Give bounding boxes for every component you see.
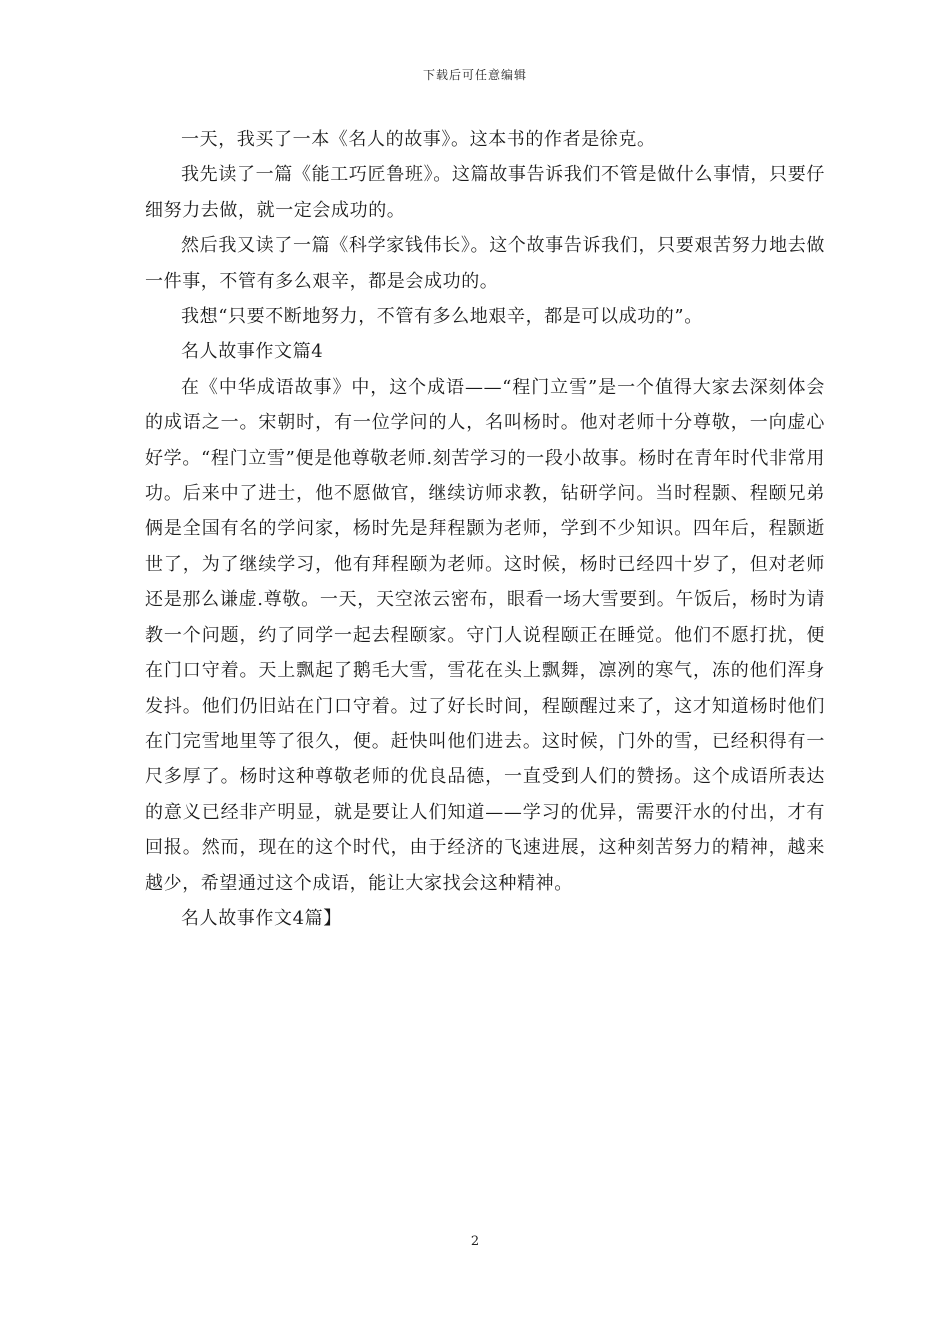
paragraph-2: 我先读了一篇《能工巧匠鲁班》。这篇故事告诉我们不管是做什么事情，只要仔细努力去做，就一定会成功的。	[145, 164, 825, 221]
paragraph-3: 然后我又读了一篇《科学家钱伟长》。这个故事告诉我们，只要艰苦努力地去做一件事，不管有多么艰辛，都是会成功的。	[145, 235, 825, 292]
paragraph-4: 我想“只要不断地努力，不管有多么地艰辛，都是可以成功的”。	[181, 306, 703, 328]
document-body	[145, 122, 825, 936]
paragraph-story: 在《中华成语故事》中，这个成语——“程门立雪”是一个值得大家去深刻体会的成语之一。宋朝时，有一位学问的人，名叫杨时。他对老师十分尊敬，一向虚心好学。“程门立雪”便是他尊敬老师.刻苦学习的一段小故事。杨时在青年时代非常用功。后来中了进士，他不愿做官，继续访师求教，钻研学问。当时程颢、程颐兄弟俩是全国有名的学问家，杨时先是拜程颢为老师，学到不少知识。四年后，程颢逝世了，为了继续学习，他有拜程颐为老师。这时候，杨时已经四十岁了，但对老师还是那么谦虚.尊敬。一天，天空浓云密布，眼看一场大雪要到。午饭后，杨时为请教一个问题，约了同学一起去程颐家。守门人说程颐正在睡觉。他们不愿打扰，便在门口守着。天上飘起了鹅毛大雪，雪花在头上飘舞，凛冽的寒气，冻的他们浑身发抖。他们仍旧站在门口守着。过了好长时间，程颐醒过来了，这才知道杨时他们在门完雪地里等了很久，便。赶快叫他们进去。这时候，门外的雪，已经积得有一尺多厚了。杨时这种尊敬老师的优良品德，一直受到人们的赞扬。这个成语所表达的意义已经非产明显，就是要让人们知道——学习的优异，需要汗水的付出，才有回报。然而，现在的这个时代，由于经济的飞速进展，这种刻苦努力的精神，越来越少，希望通过这个成语，能让大家找会这种精神。	[145, 376, 825, 894]
header-note: 下载后可任意编辑	[422, 68, 527, 82]
paragraph-1: 一天，我买了一本《名人的故事》。这本书的作者是徐克。	[181, 129, 656, 150]
page-number: 2	[470, 1234, 480, 1249]
section-heading: 名人故事作文篇4	[181, 341, 324, 363]
closing-line: 名人故事作文4篇】	[181, 907, 342, 929]
